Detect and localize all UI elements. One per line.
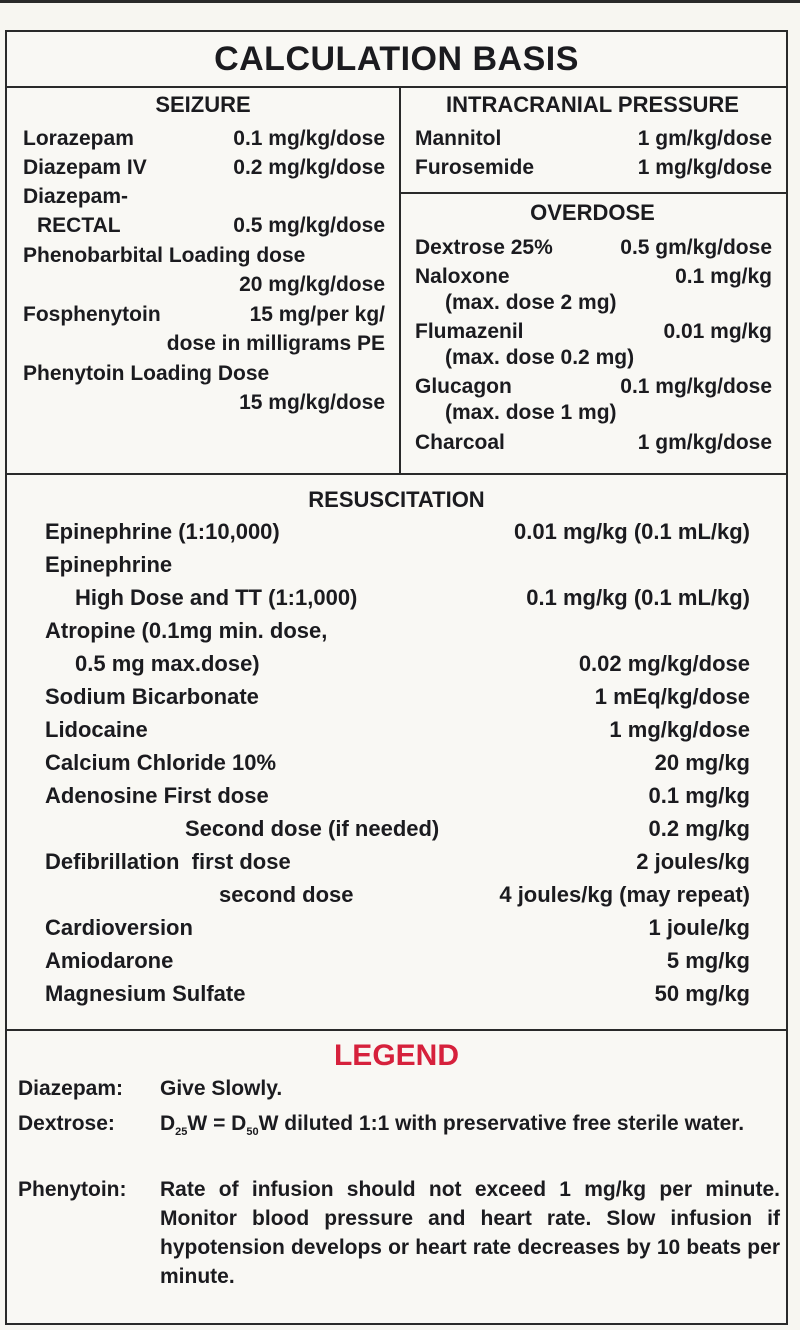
seizure-panel [7,86,401,473]
intracranial-panel [399,86,786,194]
legend-def-phenytoin: Rate of infusion should not exceed 1 mg/kg per minute. Monitor blood pressure and heart rate. Slow infusion if hypotension develops or heart rate decreases by 10 beats per minute. [160,1178,780,1288]
top-rule [0,0,800,3]
resus-row-dose: 5 mg/kg [666,948,750,973]
flumazenil-dose: 0.01 mg/kg [663,320,772,343]
legend-panel [7,1031,786,1321]
resus-row-dose: 1 joule/kg [648,915,750,940]
resus-row-label: Magnesium Sulfate [45,981,246,1006]
lorazepam-label: Lorazepam [23,127,134,150]
resus-row-dose: 1 mEq/kg/dose [594,684,750,709]
legend-def-dextrose [160,1109,780,1147]
diazepam-iv-label: Diazepam IV [23,156,147,179]
diazepam-rectal-dose: 0.5 mg/kg/dose [233,214,385,237]
resus-row-dose: 0.1 mg/kg (0.1 mL/kg) [526,585,750,610]
diazepam-rectal-label-2: RECTAL [37,214,121,237]
resus-row-dose: 1 mg/kg/dose [609,717,750,742]
resus-row-label: Calcium Chloride 10% [45,750,277,775]
resus-row-label: Epinephrine [45,552,173,577]
legend-subscript-50: 50 [246,1126,259,1139]
legend-d-symbol: D [160,1112,176,1135]
diazepam-iv-dose: 0.2 mg/kg/dose [233,156,385,179]
overdose-heading: OVERDOSE [530,200,655,225]
seizure-heading: SEIZURE [155,92,251,117]
fosphenytoin-dose-2: dose in milligrams PE [166,332,385,355]
resus-row-label: 0.5 mg max.dose) [75,651,260,676]
resus-row-label: Epinephrine (1:10,000) [45,519,280,544]
calculation-basis-card [5,30,788,1325]
flumazenil-max: (max. dose 0.2 mg) [445,346,635,369]
resus-row-label: Lidocaine [45,717,148,742]
right-column [399,86,786,473]
resus-row-dose: 4 joules/kg (may repeat) [499,882,750,907]
resus-row-dose: 0.02 mg/kg/dose [578,651,750,676]
resus-row-label: Amiodarone [45,948,174,973]
dextrose-label: Dextrose 25% [415,236,553,259]
naloxone-label: Naloxone [415,265,510,288]
furosemide-dose: 1 mg/kg/dose [637,156,772,179]
legend-def-diazepam: Give Slowly. [160,1077,283,1100]
furosemide-label: Furosemide [415,156,535,179]
overdose-panel [399,194,786,473]
legend-heading: LEGEND [333,1039,459,1072]
phenytoin-label: Phenytoin Loading Dose [23,362,270,385]
fosphenytoin-label: Fosphenytoin [23,303,161,326]
glucagon-dose: 0.1 mg/kg/dose [620,375,772,398]
naloxone-max: (max. dose 2 mg) [445,291,617,314]
phenobarbital-dose: 20 mg/kg/dose [239,273,385,296]
lorazepam-dose: 0.1 mg/kg/dose [233,127,385,150]
legend-term-dextrose: Dextrose: [18,1112,115,1135]
resus-row-label: second dose [219,882,354,907]
fosphenytoin-dose: 15 mg/per kg/ [249,303,385,326]
phenobarbital-label: Phenobarbital Loading dose [23,244,306,267]
naloxone-dose: 0.1 mg/kg [675,265,772,288]
resus-row-label: Cardioversion [45,915,193,940]
glucagon-label: Glucagon [415,375,512,398]
intracranial-heading: INTRACRANIAL PRESSURE [446,92,739,117]
resus-row-label: Adenosine First dose [45,783,269,808]
legend-dextrose-rest: W diluted 1:1 with preservative free sterile water. [258,1112,745,1135]
resus-row-label: Defibrillation first dose [45,849,291,874]
page-title: CALCULATION BASIS [7,32,786,88]
mannitol-dose: 1 gm/kg/dose [637,127,772,150]
dextrose-dose: 0.5 gm/kg/dose [620,236,772,259]
resus-row-dose: 2 joules/kg [636,849,750,874]
resuscitation-heading: RESUSCITATION [308,487,485,512]
flumazenil-label: Flumazenil [415,320,524,343]
resus-row-label: Atropine (0.1mg min. dose, [45,618,328,643]
resus-row-dose: 20 mg/kg [654,750,750,775]
phenytoin-dose: 15 mg/kg/dose [239,391,385,414]
resus-row-label: High Dose and TT (1:1,000) [75,585,358,610]
legend-w-equals-d: W = D [187,1112,247,1135]
diazepam-rectal-label: Diazepam- [23,185,129,208]
resus-row-dose: 0.2 mg/kg [648,816,750,841]
charcoal-label: Charcoal [415,431,505,454]
resus-row-label: Sodium Bicarbonate [45,684,259,709]
resus-row-label: Second dose (if needed) [185,816,440,841]
mannitol-label: Mannitol [415,127,502,150]
charcoal-dose: 1 gm/kg/dose [637,431,772,454]
legend-term-diazepam: Diazepam: [18,1077,124,1100]
resus-row-dose: 0.01 mg/kg (0.1 mL/kg) [514,519,750,544]
glucagon-max: (max. dose 1 mg) [445,401,617,424]
resuscitation-panel [7,475,786,1031]
upper-section [7,86,786,475]
resus-row-dose: 50 mg/kg [654,981,750,1006]
legend-term-phenytoin: Phenytoin: [18,1178,127,1201]
resus-row-dose: 0.1 mg/kg [648,783,750,808]
legend-subscript-25: 25 [175,1126,188,1139]
